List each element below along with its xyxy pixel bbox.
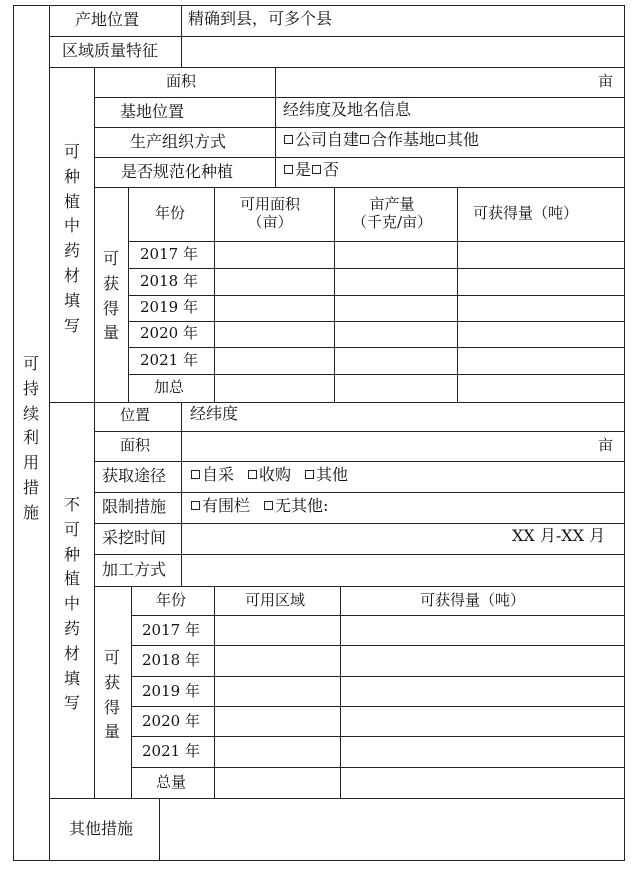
cult-header-area: 可用面积 （亩）: [240, 195, 301, 231]
table-row: 2021 年: [142, 742, 200, 760]
wild-area-unit: 亩: [598, 436, 614, 454]
wild-location-label: 位置: [120, 406, 151, 424]
checkbox-label: 公司自建: [295, 130, 360, 149]
table-row: 2018 年: [142, 651, 200, 669]
checkbox[interactable]: [436, 135, 445, 144]
table-row: 2021 年: [140, 351, 198, 369]
restrict-label: 限制措施: [102, 497, 167, 516]
wild-header-year: 年份: [156, 591, 187, 609]
checkbox-label: 合作基地: [371, 130, 436, 149]
cult-area-label: 面积: [166, 72, 197, 90]
harvest-value: XX 月-XX 月: [512, 526, 606, 545]
checkbox[interactable]: [264, 501, 273, 510]
checkbox[interactable]: [312, 165, 321, 174]
harvest-label: 采挖时间: [102, 528, 167, 547]
base-location-label: 基地位置: [120, 102, 185, 121]
checkbox-label: 无其他:: [275, 496, 329, 515]
restrict-options: [190, 498, 328, 514]
quality-label: 区域质量特征: [62, 41, 159, 60]
checkbox-label: 收购: [259, 465, 292, 484]
checkbox[interactable]: [360, 135, 369, 144]
checkbox[interactable]: [248, 470, 257, 479]
cult-total-label: 加总: [154, 378, 185, 396]
acquire-label: 获取途径: [102, 466, 167, 485]
checkbox-label: 自采: [202, 465, 235, 484]
table-row: 2018 年: [140, 272, 198, 290]
checkbox[interactable]: [191, 470, 200, 479]
checkbox-label: 否: [323, 160, 340, 179]
cult-header-per-mu: 亩产量 （千克/亩）: [352, 195, 433, 231]
cultivable-yield-label: 可 获 得 量: [102, 249, 119, 343]
standardized-label: 是否规范化种植: [121, 162, 234, 181]
other-measures-label: 其他措施: [69, 819, 134, 838]
table-row: 2019 年: [142, 682, 200, 700]
table-row: 2020 年: [142, 712, 200, 730]
wild-area-label: 面积: [120, 436, 151, 454]
checkbox-label: 其他: [447, 130, 480, 149]
table-row: 2017 年: [140, 245, 198, 263]
table-row: 2019 年: [140, 298, 198, 316]
wild-section-label: 不 可 种 植 中 药 材 填 写: [63, 495, 80, 713]
table-row: 2020 年: [140, 324, 198, 342]
cult-area-unit: 亩: [598, 72, 614, 90]
wild-total-label: 总量: [156, 773, 187, 791]
processing-label: 加工方式: [102, 560, 167, 579]
origin-label: 产地位置: [75, 10, 140, 29]
standardized-options: [283, 162, 339, 178]
checkbox-label: 是: [295, 160, 312, 179]
cult-header-obtainable: 可获得量（吨）: [473, 204, 579, 222]
table-row: 2017 年: [142, 621, 200, 639]
wild-header-region: 可用区域: [245, 591, 306, 609]
base-location-value: 经纬度及地名信息: [283, 100, 412, 119]
checkbox-label: 有围栏: [202, 496, 251, 515]
origin-value: 精确到县，可多个县: [188, 9, 333, 28]
organization-label: 生产组织方式: [130, 132, 227, 151]
wild-yield-label: 可 获 得 量: [103, 648, 120, 742]
checkbox[interactable]: [284, 165, 293, 174]
checkbox[interactable]: [191, 501, 200, 510]
cultivable-section-label: 可 种 植 中 药 材 填 写: [63, 142, 80, 335]
sustainable-measures-label: 可 持 续 利 用 措 施: [22, 354, 39, 522]
checkbox[interactable]: [305, 470, 314, 479]
cult-header-year: 年份: [155, 204, 186, 222]
organization-options: [283, 132, 479, 148]
wild-header-obtainable: 可获得量（吨）: [420, 591, 526, 609]
checkbox-label: 其他: [316, 465, 349, 484]
wild-location-value: 经纬度: [190, 404, 239, 423]
checkbox[interactable]: [284, 135, 293, 144]
acquire-options: [190, 467, 348, 483]
